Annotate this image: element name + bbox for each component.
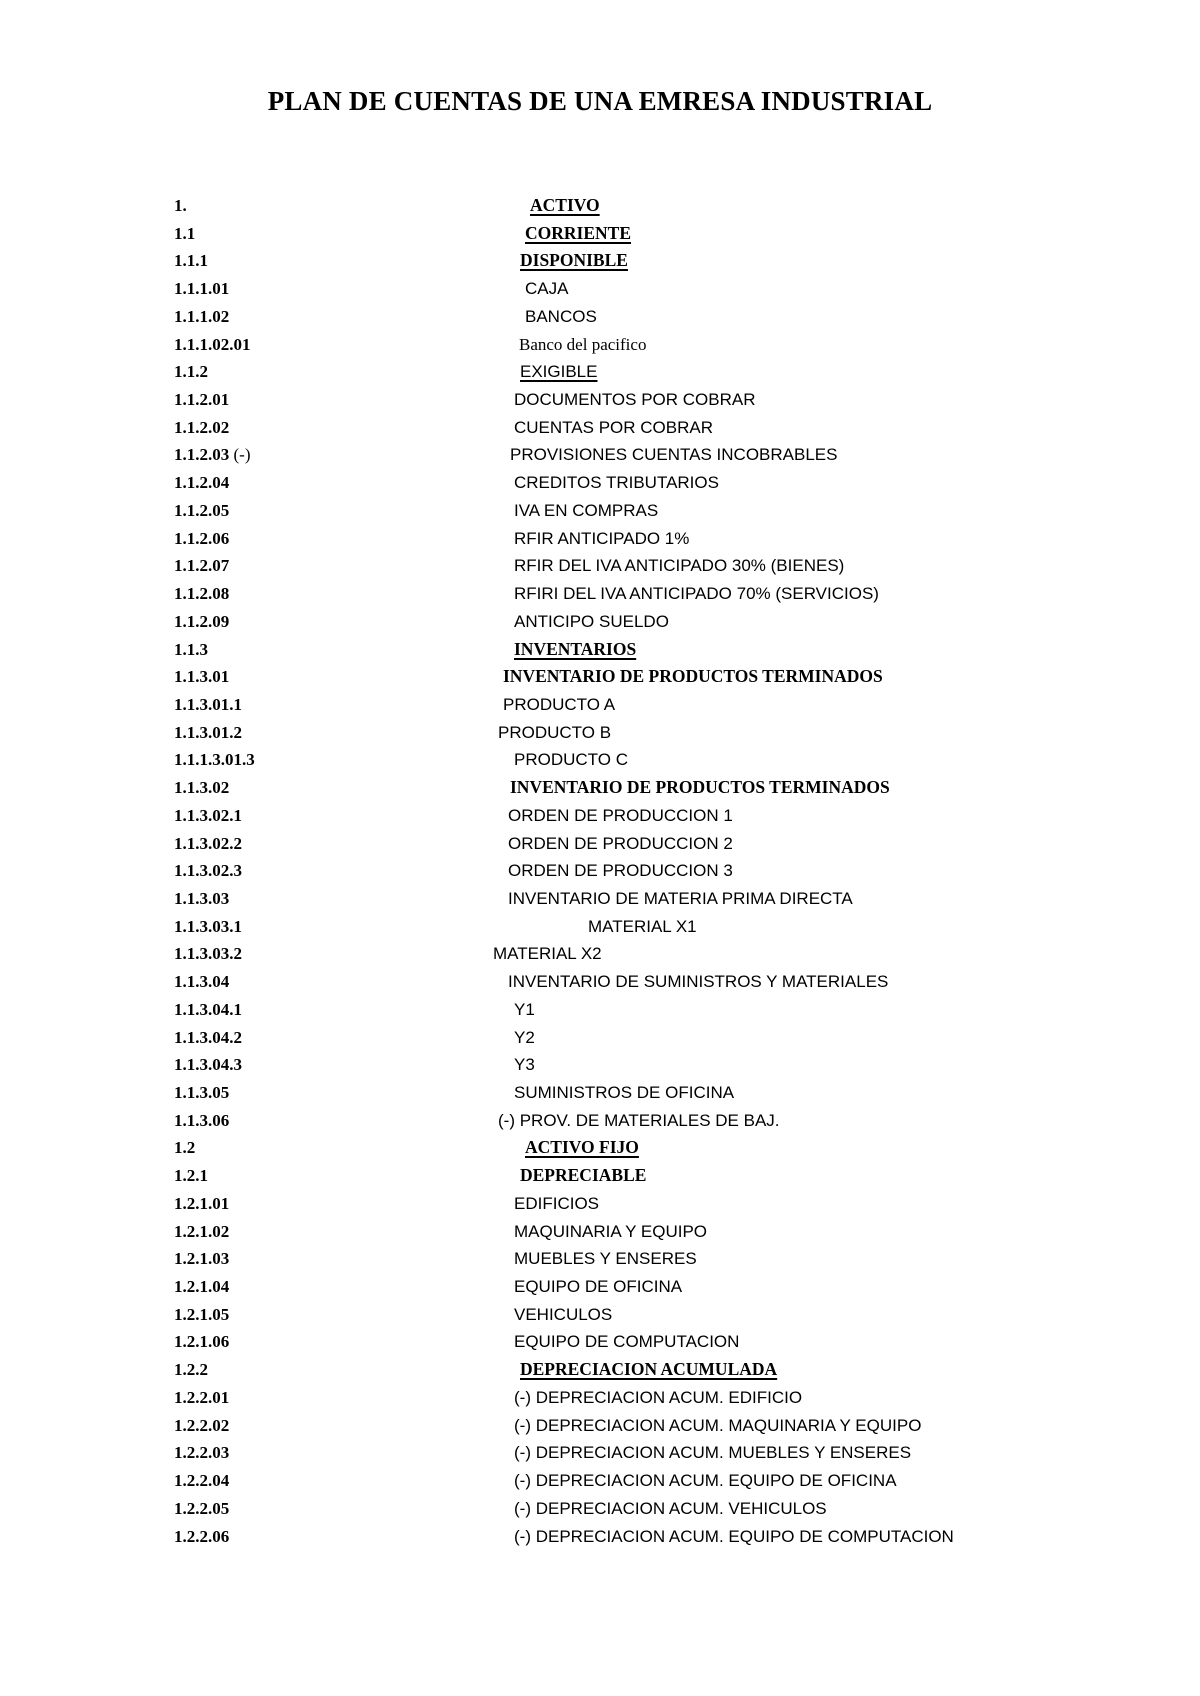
- account-code: 1.2.1.01: [174, 1193, 230, 1213]
- account-row: [174, 414, 1074, 442]
- account-name: CREDITOS TRIBUTARIOS: [514, 473, 719, 493]
- account-code: 1.1.3.04: [174, 972, 230, 992]
- account-row: [174, 303, 1074, 331]
- account-code: 1.1.3.02: [174, 778, 230, 798]
- account-row: [174, 1134, 1074, 1162]
- account-name: DOCUMENTOS POR COBRAR: [514, 390, 756, 410]
- account-row: [174, 1245, 1074, 1273]
- chart-of-accounts-list: [174, 192, 1074, 1550]
- account-code: 1.1: [174, 223, 196, 243]
- account-code: 1.1.3: [174, 639, 208, 659]
- account-name: VEHICULOS: [514, 1304, 613, 1324]
- account-name: ACTIVO FIJO: [525, 1137, 639, 1158]
- account-code: 1.2.2.04: [174, 1471, 230, 1491]
- account-name: Y1: [514, 999, 535, 1019]
- account-row: [174, 1051, 1074, 1079]
- account-code: 1.2.2.06: [174, 1526, 230, 1546]
- account-code: 1.1.1.3.01.3: [174, 750, 255, 770]
- account-name: SUMINISTROS DE OFICINA: [514, 1083, 735, 1102]
- account-name: CUENTAS POR COBRAR: [514, 417, 713, 437]
- account-name: (-) DEPRECIACION ACUM. EQUIPO DE OFICINA: [514, 1471, 897, 1491]
- account-row: [174, 968, 1074, 996]
- account-row: [174, 636, 1074, 664]
- account-code: 1.1.3.02.1: [174, 805, 242, 825]
- account-row: [174, 552, 1074, 580]
- account-code-number: 1.1.2.03: [174, 445, 230, 465]
- account-name: INVENTARIO DE SUMINISTROS Y MATERIALES: [508, 972, 889, 992]
- account-code: 1.1.3.01.1: [174, 694, 242, 714]
- account-code: 1.2: [174, 1138, 196, 1158]
- account-code: 1.1.2.09: [174, 611, 230, 631]
- account-name: PRODUCTO A: [503, 694, 616, 714]
- account-row: [174, 746, 1074, 774]
- account-row: [174, 802, 1074, 830]
- account-name: (-) DEPRECIACION ACUM. VEHICULOS: [514, 1498, 827, 1518]
- account-name: EQUIPO DE COMPUTACION: [514, 1332, 740, 1352]
- account-code: 1.2.2: [174, 1360, 208, 1380]
- account-code: 1.1.2.08: [174, 584, 230, 604]
- account-row: [174, 608, 1074, 636]
- account-name: PRODUCTO C: [514, 750, 628, 770]
- page-title: PLAN DE CUENTAS DE UNA EMRESA INDUSTRIAL: [267, 86, 933, 116]
- account-name: ORDEN DE PRODUCCION 2: [508, 833, 733, 853]
- account-code: 1.2.2.01: [174, 1387, 230, 1407]
- account-name: BANCOS: [525, 306, 597, 326]
- account-row: [174, 885, 1074, 913]
- account-row: [174, 1495, 1074, 1523]
- account-row: [174, 857, 1074, 885]
- account-code: 1.1.2.07: [174, 556, 230, 576]
- account-row: [174, 774, 1074, 802]
- account-code: 1.2.2.05: [174, 1498, 230, 1518]
- account-code: 1.1.2.02: [174, 417, 230, 437]
- account-row: [174, 331, 1074, 359]
- account-row: [174, 1439, 1074, 1467]
- account-name: INVENTARIO DE PRODUCTOS TERMINADOS: [510, 777, 890, 798]
- account-name: INVENTARIO DE PRODUCTOS TERMINADOS: [503, 666, 883, 687]
- account-code: 1.2.1.03: [174, 1249, 230, 1269]
- account-row: [174, 913, 1074, 941]
- account-row: [174, 1356, 1074, 1384]
- account-name: INVENTARIOS: [514, 638, 637, 659]
- account-name: Y2: [514, 1027, 535, 1047]
- account-row: [174, 1467, 1074, 1495]
- account-row: [174, 497, 1074, 525]
- account-name: (-) DEPRECIACION ACUM. MAQUINARIA Y EQUIPO: [514, 1415, 922, 1435]
- account-name: (-) DEPRECIACION ACUM. MUEBLES Y ENSERES: [514, 1443, 912, 1463]
- account-name: CAJA: [525, 279, 569, 299]
- account-row: [174, 220, 1074, 248]
- account-row: [174, 386, 1074, 414]
- account-row: [174, 663, 1074, 691]
- account-code: 1.1.3.04.1: [174, 999, 242, 1019]
- account-code: 1.1.3.06: [174, 1110, 230, 1130]
- account-code: 1.1.1: [174, 251, 208, 271]
- account-row: [174, 580, 1074, 608]
- account-row: [174, 830, 1074, 858]
- account-name: Banco del pacifico: [519, 334, 647, 354]
- account-code: 1.1.3.05: [174, 1083, 230, 1102]
- account-code: 1.2.2.02: [174, 1415, 230, 1435]
- account-code: 1.2.1.02: [174, 1221, 230, 1241]
- account-name: INVENTARIO DE MATERIA PRIMA DIRECTA: [508, 888, 853, 908]
- account-row: [174, 996, 1074, 1024]
- account-row: [174, 469, 1074, 497]
- account-code: 1.1.3.02.2: [174, 833, 242, 853]
- account-code: 1.1.3.01: [174, 667, 230, 687]
- account-code: 1.1.2: [174, 362, 208, 382]
- account-row: [174, 1190, 1074, 1218]
- account-row: [174, 719, 1074, 747]
- account-code: 1.1.3.03.1: [174, 916, 242, 936]
- account-name: (-) DEPRECIACION ACUM. EQUIPO DE COMPUTACION: [514, 1526, 954, 1546]
- account-name: Y3: [514, 1055, 535, 1075]
- account-code: 1.1.2.04: [174, 473, 230, 493]
- account-name: IVA EN COMPRAS: [514, 500, 659, 520]
- account-name: ACTIVO: [530, 195, 600, 215]
- account-name: DISPONIBLE: [520, 250, 628, 271]
- account-code: 1.1.3.03: [174, 888, 230, 908]
- account-name: RFIRI DEL IVA ANTICIPADO 70% (SERVICIOS): [514, 584, 879, 604]
- account-code: 1.1.3.02.3: [174, 861, 242, 881]
- account-name: (-) PROV. DE MATERIALES DE BAJ.: [498, 1110, 780, 1130]
- account-row: [174, 1412, 1074, 1440]
- account-name: EXIGIBLE: [520, 362, 598, 382]
- account-code: 1.2.1.04: [174, 1277, 230, 1297]
- account-name: CORRIENTE: [525, 222, 631, 243]
- account-name: MAQUINARIA Y EQUIPO: [514, 1221, 708, 1241]
- account-name: EDIFICIOS: [514, 1193, 600, 1213]
- account-name: PROVISIONES CUENTAS INCOBRABLES: [510, 445, 838, 465]
- account-code: 1.1.1.02.01: [174, 334, 251, 354]
- account-name: ORDEN DE PRODUCCION 1: [508, 805, 733, 825]
- account-row: [174, 1523, 1074, 1551]
- account-name: PRODUCTO B: [498, 722, 612, 742]
- account-row: [174, 1301, 1074, 1329]
- account-row: [174, 1107, 1074, 1135]
- account-name: MATERIAL X1: [588, 916, 697, 936]
- account-row: [174, 275, 1074, 303]
- account-code: 1.1.2.01: [174, 390, 230, 410]
- account-code: 1.2.2.03: [174, 1443, 230, 1463]
- account-code: 1.1.3.04.3: [174, 1055, 242, 1075]
- account-row: [174, 192, 1074, 220]
- account-code: 1.1.3.04.2: [174, 1027, 242, 1047]
- account-code: 1.1.3.03.2: [174, 944, 242, 964]
- account-name: RFIR ANTICIPADO 1%: [514, 528, 690, 548]
- account-code: 1.1.1.02: [174, 306, 230, 326]
- account-name: RFIR DEL IVA ANTICIPADO 30% (BIENES): [514, 556, 845, 576]
- account-name: EQUIPO DE OFICINA: [514, 1277, 683, 1297]
- account-row: [174, 441, 1074, 469]
- account-row: [174, 1218, 1074, 1246]
- account-row: [174, 691, 1074, 719]
- account-row: [174, 1384, 1074, 1412]
- account-row: [174, 1273, 1074, 1301]
- account-name: ANTICIPO SUELDO: [514, 611, 669, 631]
- account-code-suffix: (-): [229, 445, 251, 465]
- account-name: MUEBLES Y ENSERES: [514, 1249, 697, 1269]
- account-code: 1.1.2.06: [174, 528, 230, 548]
- account-name: (-) DEPRECIACION ACUM. EDIFICIO: [514, 1387, 803, 1407]
- account-row: [174, 1079, 1074, 1107]
- account-name: DEPRECIABLE: [520, 1165, 647, 1186]
- account-code: 1.2.1.05: [174, 1304, 230, 1324]
- account-code: 1.2.1.06: [174, 1332, 230, 1352]
- account-code: 1.1.2.05: [174, 500, 230, 520]
- account-code: [174, 441, 250, 469]
- account-row: [174, 940, 1074, 968]
- account-row: [174, 1024, 1074, 1052]
- account-name: ORDEN DE PRODUCCION 3: [508, 861, 733, 881]
- account-row: [174, 1162, 1074, 1190]
- account-row: [174, 1328, 1074, 1356]
- account-code: 1.: [174, 196, 187, 215]
- account-code: 1.1.3.01.2: [174, 722, 242, 742]
- account-name: DEPRECIACION ACUMULADA: [520, 1359, 778, 1380]
- account-row: [174, 247, 1074, 275]
- account-code: 1.2.1: [174, 1166, 208, 1186]
- account-row: [174, 525, 1074, 553]
- account-code: 1.1.1.01: [174, 279, 230, 299]
- account-name: MATERIAL X2: [493, 944, 602, 964]
- account-row: [174, 358, 1074, 386]
